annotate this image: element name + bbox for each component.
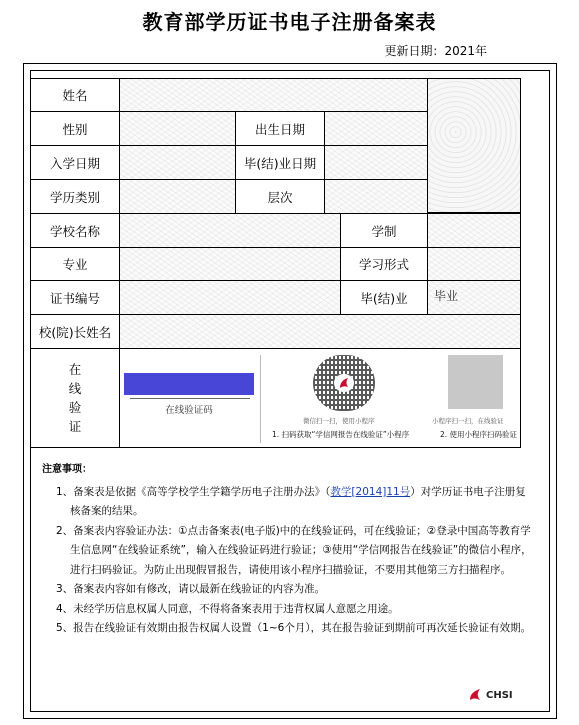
value-study-form xyxy=(427,247,521,281)
label-birth: 出生日期 xyxy=(235,111,325,146)
label-grad-status: 毕(结)业 xyxy=(340,280,428,315)
label-edu-type: 学历类别 xyxy=(30,179,120,214)
notes-section xyxy=(42,460,532,639)
update-date: 更新日期：2021年 xyxy=(384,44,487,58)
verify-char-1: 在 xyxy=(68,362,82,377)
value-enroll xyxy=(119,145,236,180)
value-major xyxy=(119,247,341,281)
note-item-1-post: ）对学历证书电子注册复核备案的结果。 xyxy=(70,485,526,517)
note-item-1-pre: 1、备案表是依据《高等学校学生学籍学历电子注册办法》（ xyxy=(56,485,331,498)
value-name xyxy=(119,78,428,112)
value-edu-type xyxy=(119,179,236,214)
chsi-logo-icon xyxy=(334,374,354,392)
value-birth xyxy=(324,111,428,146)
verify-char-4: 证 xyxy=(68,419,82,434)
value-duration xyxy=(427,213,521,248)
label-study-form: 学习形式 xyxy=(340,247,428,281)
label-duration: 学制 xyxy=(340,213,428,248)
verify-code-caption: 在线验证码 xyxy=(165,405,213,416)
note-item-1 xyxy=(56,483,532,522)
chsi-text: CHSI xyxy=(486,689,513,701)
value-president xyxy=(119,314,521,349)
note-item-4: 4、未经学历信息权属人同意，不得将备案表用于违背权属人意愿之用途。 xyxy=(56,602,399,615)
value-school xyxy=(119,213,341,248)
label-graduation: 毕(结)业日期 xyxy=(235,145,325,180)
verify-char-2: 线 xyxy=(68,381,82,396)
value-graduation xyxy=(324,145,428,180)
label-school: 学校名称 xyxy=(30,213,120,248)
label-cert-no: 证书编号 xyxy=(30,280,120,315)
regulation-link[interactable]: 教学[2014]11号 xyxy=(330,485,411,498)
label-enroll: 入学日期 xyxy=(30,145,120,180)
photo xyxy=(427,78,521,213)
value-cert-no xyxy=(119,280,341,315)
verify-separator xyxy=(260,355,261,443)
label-online-verify xyxy=(30,348,120,448)
qr-note: 微信扫一扫，使用小程序 xyxy=(303,417,375,425)
scan-placeholder-image xyxy=(448,355,503,409)
chsi-brand xyxy=(468,688,513,702)
verify-step-2: 2. 使用小程序扫码验证 xyxy=(440,430,518,439)
label-president: 校(院)长姓名 xyxy=(30,314,120,349)
online-verify-code[interactable] xyxy=(124,373,254,395)
notes-heading: 注意事项： xyxy=(42,464,92,475)
scan-note: 小程序扫一扫，在线验证 xyxy=(432,417,504,425)
note-item-5: 5、报告在线验证有效期由报告权属人设置（1~6个月），其在报告验证到期前可再次延长验证有效期。 xyxy=(56,622,532,634)
label-level: 层次 xyxy=(235,179,325,214)
label-name: 姓名 xyxy=(30,78,120,112)
verify-underline xyxy=(130,398,250,399)
note-item-2: 2、备案表内容验证办法：①点击备案表(电子版)中的在线验证码，可在线验证；②登录中国高等教育学生信息网“在线验证系统”，输入在线验证码进行验证；③使用“学信网报告在线验证”的微信小程序，进行扫码验证。为防止出现假冒报告，请使用该小程序扫描验证，不要用其他第三方扫描程序。 xyxy=(56,524,532,576)
label-gender: 性别 xyxy=(30,111,120,146)
value-gender xyxy=(119,111,236,146)
chsi-bird-icon xyxy=(468,688,482,702)
label-major: 专业 xyxy=(30,247,120,281)
note-item-3: 3、备案表内容如有修改，请以最新在线验证的内容为准。 xyxy=(56,583,326,595)
verify-step-1: 1. 扫码获取“学信网报告在线验证”小程序 xyxy=(272,430,410,439)
verify-char-3: 验 xyxy=(68,400,82,415)
value-level xyxy=(324,179,428,214)
value-grad-status: 毕业 xyxy=(434,289,459,303)
page-title: 教育部学历证书电子注册备案表 xyxy=(142,10,437,34)
